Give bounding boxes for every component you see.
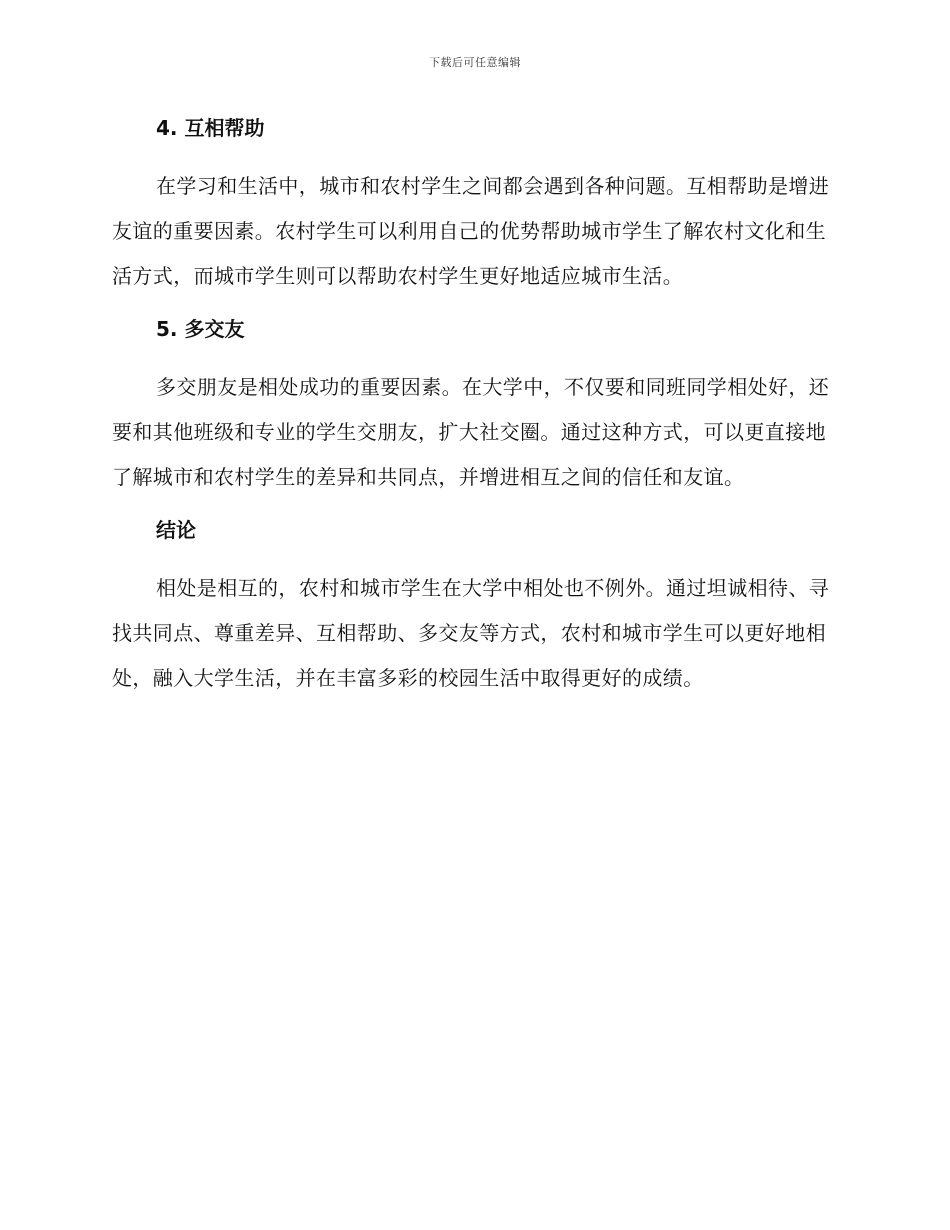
document-body (112, 112, 832, 715)
section-conclusion (112, 514, 832, 701)
section-paragraph: 多交朋友是相处成功的重要因素。在大学中，不仅要和同班同学相处好，还要和其他班级和专业的学生交朋友，扩大社交圈。通过这种方式，可以更直接地了解城市和农村学生的差异和共同点，并增进相互之间的信任和友谊。 (112, 375, 830, 489)
section-mutual-help (112, 112, 832, 299)
section-heading: 结论 (156, 518, 196, 542)
section-paragraph: 相处是相互的，农村和城市学生在大学中相处也不例外。通过坦诚相待、寻找共同点、尊重差异、互相帮助、多交友等方式，农村和城市学生可以更好地相处，融入大学生活，并在丰富多彩的校园生活中取得更好的成绩。 (112, 576, 830, 690)
page-header-note: 下载后可任意编辑 (429, 56, 521, 69)
section-make-friends (112, 313, 832, 500)
section-heading: 4. 互相帮助 (156, 116, 265, 140)
section-heading: 5. 多交友 (156, 317, 245, 341)
section-paragraph: 在学习和生活中，城市和农村学生之间都会遇到各种问题。互相帮助是增进友谊的重要因素。农村学生可以利用自己的优势帮助城市学生了解农村文化和生活方式，而城市学生则可以帮助农村学生更好地适应城市生活。 (112, 174, 830, 288)
